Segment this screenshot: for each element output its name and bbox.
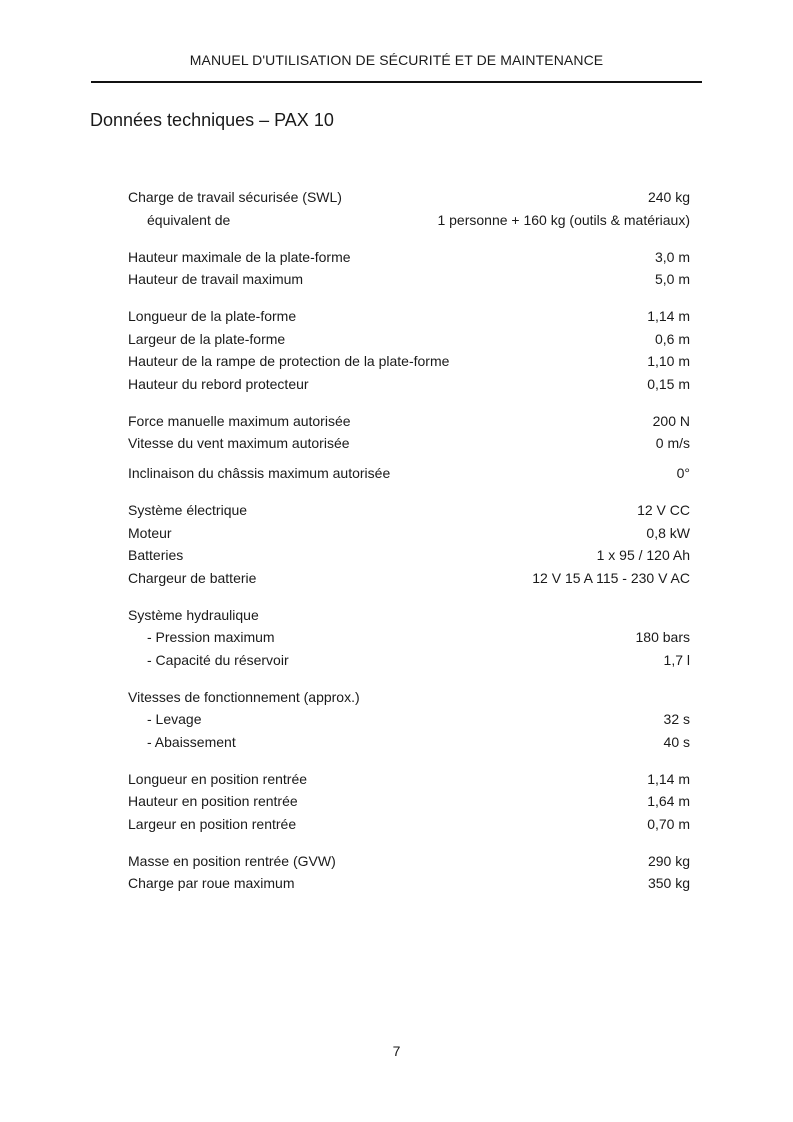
spec-value: 0,6 m xyxy=(654,330,690,347)
spec-row xyxy=(128,813,690,836)
spec-label: - Levage xyxy=(147,711,202,727)
spec-value: 1,14 m xyxy=(647,308,690,324)
spec-label: Hauteur en position rentrée xyxy=(128,793,298,809)
spec-row xyxy=(128,432,690,455)
spec-row xyxy=(128,567,690,590)
spec-value: 32 s xyxy=(663,711,690,727)
spec-value: 350 kg xyxy=(647,875,690,891)
spec-row xyxy=(128,246,690,269)
spec-label: Inclinaison du châssis maximum autorisée xyxy=(128,465,391,481)
page-header: MANUEL D'UTILISATION DE SÉCURITÉ ET DE MAINTENANCE xyxy=(189,52,604,68)
spec-label: Batteries xyxy=(128,547,184,563)
spec-label: Longueur de la plate-forme xyxy=(128,308,297,324)
spec-group-inclination xyxy=(128,462,690,485)
spec-row xyxy=(128,872,690,895)
spec-value: 1,64 m xyxy=(647,793,690,809)
spec-label: Charge de travail sécurisée (SWL) xyxy=(128,189,342,205)
spec-row xyxy=(128,686,690,709)
spec-group-limits xyxy=(128,410,690,455)
spec-group-speeds xyxy=(128,686,690,754)
spec-group-hydraulic xyxy=(128,604,690,672)
spec-label: - Pression maximum xyxy=(147,629,275,645)
spec-value: 0 m/s xyxy=(655,435,690,451)
spec-value: 1 x 95 / 120 Ah xyxy=(596,547,690,563)
spec-label: Hauteur de la rampe de protection de la plate-forme xyxy=(128,353,450,369)
spec-label: Hauteur du rebord protecteur xyxy=(128,375,309,392)
spec-row xyxy=(128,708,690,731)
spec-label: Système électrique xyxy=(128,502,248,518)
spec-row xyxy=(128,626,690,649)
spec-group-stowed-dimensions xyxy=(128,768,690,836)
spec-value: 1,7 l xyxy=(663,651,690,668)
spec-row xyxy=(128,790,690,813)
spec-value: 12 V 15 A 115 - 230 V AC xyxy=(532,569,690,586)
spec-group-weight xyxy=(128,850,690,895)
spec-label: équivalent de xyxy=(147,211,231,228)
spec-group-platform xyxy=(128,305,690,395)
spec-row xyxy=(128,649,690,672)
spec-group-electrical xyxy=(128,499,690,589)
spec-label: Hauteur de travail maximum xyxy=(128,271,304,287)
spec-value: 1 personne + 160 kg (outils & matériaux) xyxy=(437,211,690,228)
spec-label: Chargeur de batterie xyxy=(128,569,257,586)
spec-value: 180 bars xyxy=(635,629,690,645)
spec-row xyxy=(128,850,690,873)
spec-label: Moteur xyxy=(128,524,172,541)
spec-row xyxy=(128,544,690,567)
spec-label: - Capacité du réservoir xyxy=(147,651,289,668)
spec-value: 1,10 m xyxy=(647,353,690,369)
spec-row xyxy=(128,373,690,396)
spec-row xyxy=(128,268,690,291)
spec-label: Largeur de la plate-forme xyxy=(128,330,286,347)
spec-label: Système hydraulique xyxy=(128,606,259,623)
spec-row xyxy=(128,328,690,351)
spec-label: Masse en position rentrée (GVW) xyxy=(128,852,336,869)
spec-group-load xyxy=(128,186,690,231)
spec-row xyxy=(128,604,690,627)
spec-value: 0,8 kW xyxy=(646,524,690,541)
spec-value: 5,0 m xyxy=(654,271,690,287)
spec-row xyxy=(128,350,690,373)
spec-value: 200 N xyxy=(652,412,690,429)
spec-label: Vitesses de fonctionnement (approx.) xyxy=(128,688,360,705)
spec-value: 0,70 m xyxy=(647,815,690,832)
spec-row xyxy=(128,731,690,754)
spec-value: 12 V CC xyxy=(637,502,690,518)
spec-value: 240 kg xyxy=(647,189,690,205)
spec-table xyxy=(128,186,690,909)
spec-value: 290 kg xyxy=(647,852,690,869)
section-title: Données techniques – PAX 10 xyxy=(90,110,334,130)
spec-row xyxy=(128,186,690,209)
spec-label: Largeur en position rentrée xyxy=(128,815,297,832)
spec-group-heights xyxy=(128,246,690,291)
page-number: 7 xyxy=(392,1043,401,1059)
spec-label: Hauteur maximale de la plate-forme xyxy=(128,248,351,265)
spec-row xyxy=(128,499,690,522)
spec-row xyxy=(128,768,690,791)
spec-label: Vitesse du vent maximum autorisée xyxy=(128,435,350,451)
spec-value: 0° xyxy=(676,465,690,481)
spec-row xyxy=(128,209,690,232)
spec-label: Longueur en position rentrée xyxy=(128,770,308,787)
spec-value: 0,15 m xyxy=(647,375,690,392)
header-divider xyxy=(91,81,702,83)
spec-label: Charge par roue maximum xyxy=(128,875,295,891)
spec-row xyxy=(128,410,690,433)
spec-value: 1,14 m xyxy=(647,770,690,787)
spec-row xyxy=(128,462,690,485)
spec-row xyxy=(128,305,690,328)
spec-value: 40 s xyxy=(663,733,690,750)
spec-row xyxy=(128,522,690,545)
spec-label: - Abaissement xyxy=(147,733,236,750)
spec-value: 3,0 m xyxy=(654,248,690,265)
spec-label: Force manuelle maximum autorisée xyxy=(128,412,351,429)
